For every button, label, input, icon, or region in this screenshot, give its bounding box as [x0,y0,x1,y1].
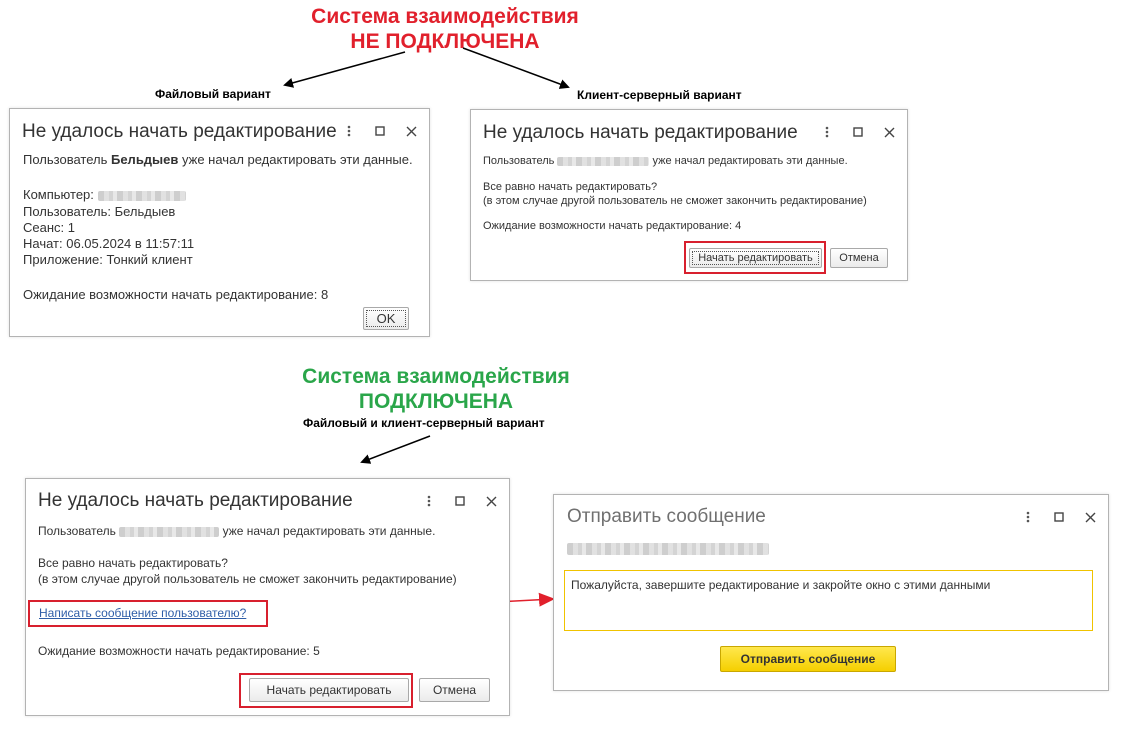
note-line: (в этом случае другой пользователь не сможет закончить редактирование) [38,572,457,586]
window-controls [419,491,501,511]
question-line: Все равно начать редактировать? [483,181,658,193]
user-name-redacted [557,157,649,166]
dialog-title: Не удалось начать редактирование [483,122,798,143]
close-icon[interactable] [401,121,421,141]
send-message-button[interactable]: Отправить сообщение [720,646,896,672]
dialog-title: Не удалось начать редактирование [38,490,353,511]
editing-user-line [38,523,435,539]
arrow-to-file-variant [285,52,405,85]
more-actions-icon[interactable] [339,121,359,141]
ok-button[interactable]: OK [363,307,409,330]
arrow-to-both-variants [362,436,430,462]
computer-name-redacted [98,191,186,201]
user-line-prefix: Пользователь [483,155,555,167]
maximize-icon[interactable] [848,122,868,142]
window-controls [1018,507,1100,527]
window-controls [817,122,899,142]
highlight-start-editing [684,241,826,274]
waiting-line: Ожидание возможности начать редактирование: 4 [483,220,742,232]
start-editing-button[interactable]: Начать редактировать [249,678,409,702]
question-line: Все равно начать редактировать? [38,556,228,570]
heading-not-connected-line1: Система взаимодействия [311,5,579,28]
user-line-suffix: уже начал редактировать эти данные. [178,152,413,167]
highlight-message-link [28,600,268,627]
cancel-button[interactable]: Отмена [419,678,490,702]
heading-connected-line2: ПОДКЛЮЧЕНА [358,390,514,413]
waiting-line: Ожидание возможности начать редактирование: 5 [38,644,320,658]
close-icon[interactable] [1080,507,1100,527]
maximize-icon[interactable] [1049,507,1069,527]
user-name: Бельдыев [110,152,179,167]
dialog-title: Не удалось начать редактирование [22,121,337,142]
user-line-prefix: Пользователь [38,524,116,538]
more-actions-icon[interactable] [1018,507,1038,527]
caption-client-server-variant: Клиент-серверный вариант [577,88,742,102]
dialog-title: Отправить сообщение [567,506,766,527]
write-message-link[interactable]: Написать сообщение пользователю? [39,606,247,620]
computer-line [23,187,186,203]
close-icon[interactable] [481,491,501,511]
user-name-redacted [119,527,219,537]
dialog-send-message [553,494,1109,691]
started-line: Начат: 06.05.2024 в 11:57:11 [23,236,195,251]
dialog-file-variant [9,108,430,337]
heading-not-connected-line2: НЕ ПОДКЛЮЧЕНА [350,30,540,53]
caption-file-variant: Файловый вариант [155,87,271,101]
user-line-suffix: уже начал редактировать эти данные. [652,155,848,167]
more-actions-icon[interactable] [817,122,837,142]
highlight-start-editing-connected [239,673,413,708]
more-actions-icon[interactable] [419,491,439,511]
session-line: Сеанс: 1 [23,220,75,235]
close-icon[interactable] [879,122,899,142]
recipient-name-redacted [567,543,769,555]
message-textarea[interactable]: Пожалуйста, завершите редактирование и закройте окно с этими данными [564,570,1093,631]
computer-label: Компьютер: [23,187,94,202]
maximize-icon[interactable] [370,121,390,141]
note-line: (в этом случае другой пользователь не сможет закончить редактирование) [483,195,867,207]
start-editing-button[interactable]: Начать редактировать [689,248,822,268]
window-controls [339,121,421,141]
application-line: Приложение: Тонкий клиент [23,252,193,267]
maximize-icon[interactable] [450,491,470,511]
editing-user-line [483,154,848,168]
user-info-line: Пользователь: Бельдыев [23,204,176,219]
user-line-suffix: уже начал редактировать эти данные. [222,524,436,538]
arrow-to-client-server-variant [463,48,568,87]
editing-user-line [23,152,413,168]
user-line-prefix: Пользователь [23,152,111,167]
caption-both-variants: Файловый и клиент-серверный вариант [303,416,545,430]
heading-connected-line1: Система взаимодействия [302,365,570,388]
cancel-button[interactable]: Отмена [830,248,888,268]
waiting-line: Ожидание возможности начать редактирование: 8 [23,287,329,302]
